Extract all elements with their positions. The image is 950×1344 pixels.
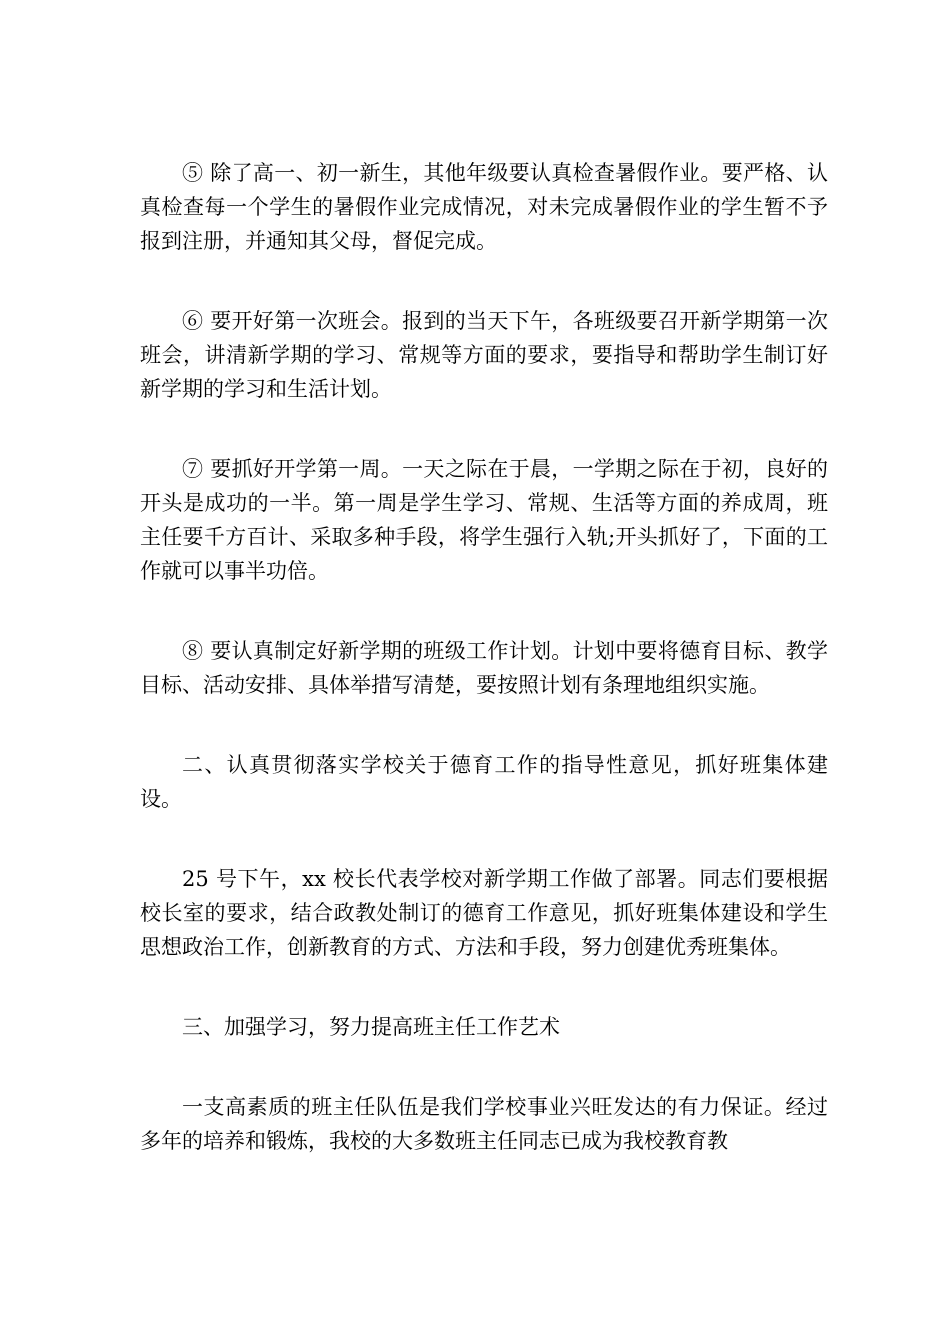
paragraph-item-8: ⑧ 要认真制定好新学期的班级工作计划。计划中要将德育目标、教学目标、活动安排、具体举措写清楚，要按照计划有条理地组织实施。: [140, 639, 828, 697]
paragraph-item-5: ⑤ 除了高一、初一新生，其他年级要认真检查暑假作业。要严格、认真检查每一个学生的暑假作业完成情况，对未完成暑假作业的学生暂不予报到注册，并通知其父母，督促完成。: [140, 161, 828, 253]
paragraph-team: 一支高素质的班主任队伍是我们学校事业兴旺发达的有力保证。经过多年的培养和锻炼，我校的大多数班主任同志已成为我校教育教: [140, 1095, 828, 1153]
paragraph-item-6: ⑥ 要开好第一次班会。报到的当天下午，各班级要召开新学期第一次班会，讲清新学期的学习、常规等方面的要求，要指导和帮助学生制订好新学期的学习和生活计划。: [140, 309, 828, 401]
paragraph-meeting: 25 号下午，xx 校长代表学校对新学期工作做了部署。同志们要根据校长室的要求，结合政教处制订的德育工作意见，抓好班集体建设和学生思想政治工作，创新教育的方式、方法和手段，努力创建优秀班集体。: [140, 867, 828, 959]
paragraph-item-7: ⑦ 要抓好开学第一周。一天之际在于晨，一学期之际在于初，良好的开头是成功的一半。第一周是学生学习、常规、生活等方面的养成周，班主任要千方百计、采取多种手段，将学生强行入轨;开头抓好了，下面的工作就可以事半功倍。: [140, 457, 828, 583]
section-heading-3: 三、加强学习，努力提高班主任工作艺术: [182, 1015, 560, 1039]
document-body: [140, 156, 828, 1204]
section-heading-2: 二、认真贯彻落实学校关于德育工作的指导性意见，抓好班集体建设。: [140, 753, 828, 811]
